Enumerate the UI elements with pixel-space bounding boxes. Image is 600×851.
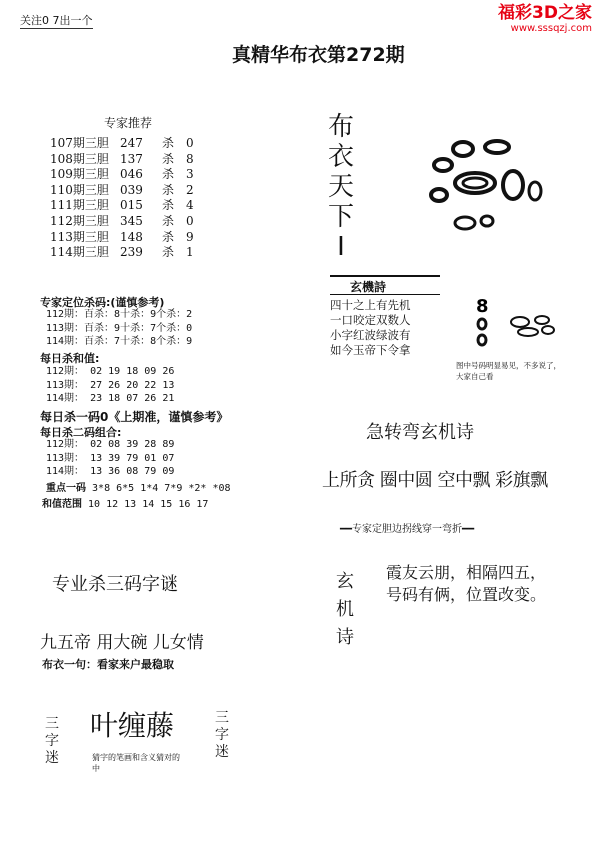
ring-figure-icon (425, 135, 555, 235)
daily-two-list (46, 438, 174, 479)
focus-label: 重点一码 (46, 483, 86, 494)
expert-nums: 046 (120, 167, 143, 182)
expert-kill: 3 (186, 167, 194, 182)
final-poem-line: 号码有俩，位置改变。 (386, 585, 547, 604)
position-kill-heading: 专家定位杀码:(谨慎参考) (40, 296, 165, 309)
brand-name: 福彩3D之家 (498, 3, 592, 23)
riddle-note: 猜字的笔画和含义猜对的中 (92, 753, 180, 773)
riddle-center: 叶缠藤 (90, 709, 175, 742)
list-item (50, 167, 194, 183)
expert-kill: 0 (186, 136, 194, 150)
brand-url: www.sssqzj.com (510, 23, 592, 34)
position-kill-list (46, 308, 192, 349)
expert-period: 111期三胆 (50, 198, 109, 213)
list-item: 113期： 27 26 20 22 13 (46, 379, 175, 391)
figure-caption: 图中号码明显易见，不多说了，大家自己看 (456, 361, 561, 381)
focus-line (46, 482, 231, 496)
list-item: 113期：百杀：9十杀：7个杀：0 (46, 322, 193, 334)
page-title: 真精华布衣第272期 (232, 44, 405, 66)
expert-period: 109期三胆 (50, 167, 109, 182)
brand-logo (498, 4, 592, 35)
poem-line: 如今玉帝下令拿 (330, 343, 411, 357)
expert-period: 107期三胆 (50, 136, 109, 150)
list-item: 112期：百杀：8十杀：9个杀：2 (46, 309, 193, 320)
expert-nums: 239 (120, 245, 143, 260)
daily-two-heading: 每日杀二码组合: (40, 426, 122, 439)
expert-kill-label: 杀 (162, 136, 175, 150)
expert-kill-label: 杀 (162, 245, 175, 260)
sum-range-value: 10 12 13 14 15 16 17 (88, 499, 209, 510)
riddle-phrase: 九五帝 用大碗 儿女情 (40, 633, 204, 653)
expert-kill-label: 杀 (162, 229, 175, 244)
poem-line: 一口咬定双数人 (330, 313, 411, 327)
expert-nums: 247 (120, 136, 143, 150)
list-item: 112期： 02 08 39 28 89 (46, 439, 175, 450)
expert-kill: 1 (186, 245, 194, 260)
riddle-right-label: 三字迷 (215, 710, 229, 760)
expert-period: 112期三胆 (50, 213, 109, 228)
top-note: 关注0 7出一个 (20, 14, 93, 27)
xuanji-vertical: 玄机诗 (336, 571, 354, 648)
poem-figure-icon (470, 294, 570, 354)
focus-value: 3*8 6*5 1*4 7*9 *2* *08 (92, 483, 231, 494)
list-item: 113期： 13 39 79 01 07 (46, 452, 175, 464)
expert-period: 114期三胆 (50, 245, 109, 260)
expert-kill-label: 杀 (162, 167, 175, 182)
daily-sum-heading: 每日杀和值: (40, 352, 100, 365)
list-item (50, 214, 194, 230)
list-item: 114期： 13 36 08 79 09 (46, 466, 175, 477)
poem-line: 四十之上有先机 (330, 298, 411, 312)
expert-kill: 0 (186, 213, 194, 228)
expert-period: 113期三胆 (50, 229, 109, 244)
expert-heading: 专家推荐 (104, 116, 153, 130)
buyi-vertical: 布衣天下I (327, 112, 354, 262)
riddle-heading: 专业杀三码字谜 (52, 574, 178, 595)
list-item (50, 198, 194, 214)
list-item: 112期： 02 19 18 09 26 (46, 366, 175, 377)
buyi-line: 布衣一句：看家来户最稳取 (42, 658, 174, 671)
expert-kill: 4 (186, 198, 194, 213)
expert-kill-label: 杀 (162, 213, 175, 228)
list-item (50, 152, 194, 168)
list-item: 114期：百杀：7十杀：8个杀：9 (46, 336, 193, 347)
turn-poem-heading: 急转弯玄机诗 (366, 422, 474, 443)
poem-rule-2 (330, 294, 440, 295)
list-item (50, 183, 194, 199)
expert-list (50, 136, 194, 261)
final-poem (386, 562, 546, 606)
final-poem-line: 霞友云朋，相隔四五， (386, 563, 547, 582)
expert-nums: 148 (120, 229, 143, 244)
expert-nums: 137 (120, 151, 143, 166)
list-item (50, 136, 194, 152)
expert-kill: 8 (186, 151, 194, 166)
poem-title: 玄機詩 (350, 280, 387, 294)
riddle-left-label: 三字迷 (45, 716, 59, 766)
list-item: 114期： 23 18 07 26 21 (46, 393, 175, 404)
expert-kill-label: 杀 (162, 182, 175, 197)
svg-text:8: 8 (476, 296, 489, 317)
expert-kill: 2 (186, 182, 194, 197)
dash-line-text: 专家定胆边拐线穿一弯折 (352, 524, 463, 535)
list-item (50, 245, 194, 261)
expert-kill: 9 (186, 229, 194, 244)
expert-nums: 039 (120, 182, 143, 197)
sum-range-label: 和值范围 (42, 499, 82, 510)
daily-sum-list (46, 365, 174, 406)
expert-period: 110期三胆 (50, 182, 109, 197)
poem-line: 小字红波绿波有 (330, 328, 411, 342)
expert-kill-label: 杀 (162, 198, 175, 213)
expert-nums: 345 (120, 213, 143, 228)
list-item (50, 230, 194, 246)
dash-line: ━━专家定胆边拐线穿一弯折━━ (340, 524, 475, 535)
poem-rule (330, 275, 440, 277)
sum-range-line (42, 498, 208, 512)
expert-kill-label: 杀 (162, 151, 175, 166)
expert-nums: 015 (120, 198, 143, 213)
poem-lines (330, 298, 411, 358)
expert-period: 108期三胆 (50, 151, 109, 166)
calligraphy-line: 上所贪 圈中圆 空中飘 彩旗飘 (322, 470, 548, 491)
daily-one-heading: 每日杀一码0《上期准，谨慎参考》 (40, 410, 229, 424)
